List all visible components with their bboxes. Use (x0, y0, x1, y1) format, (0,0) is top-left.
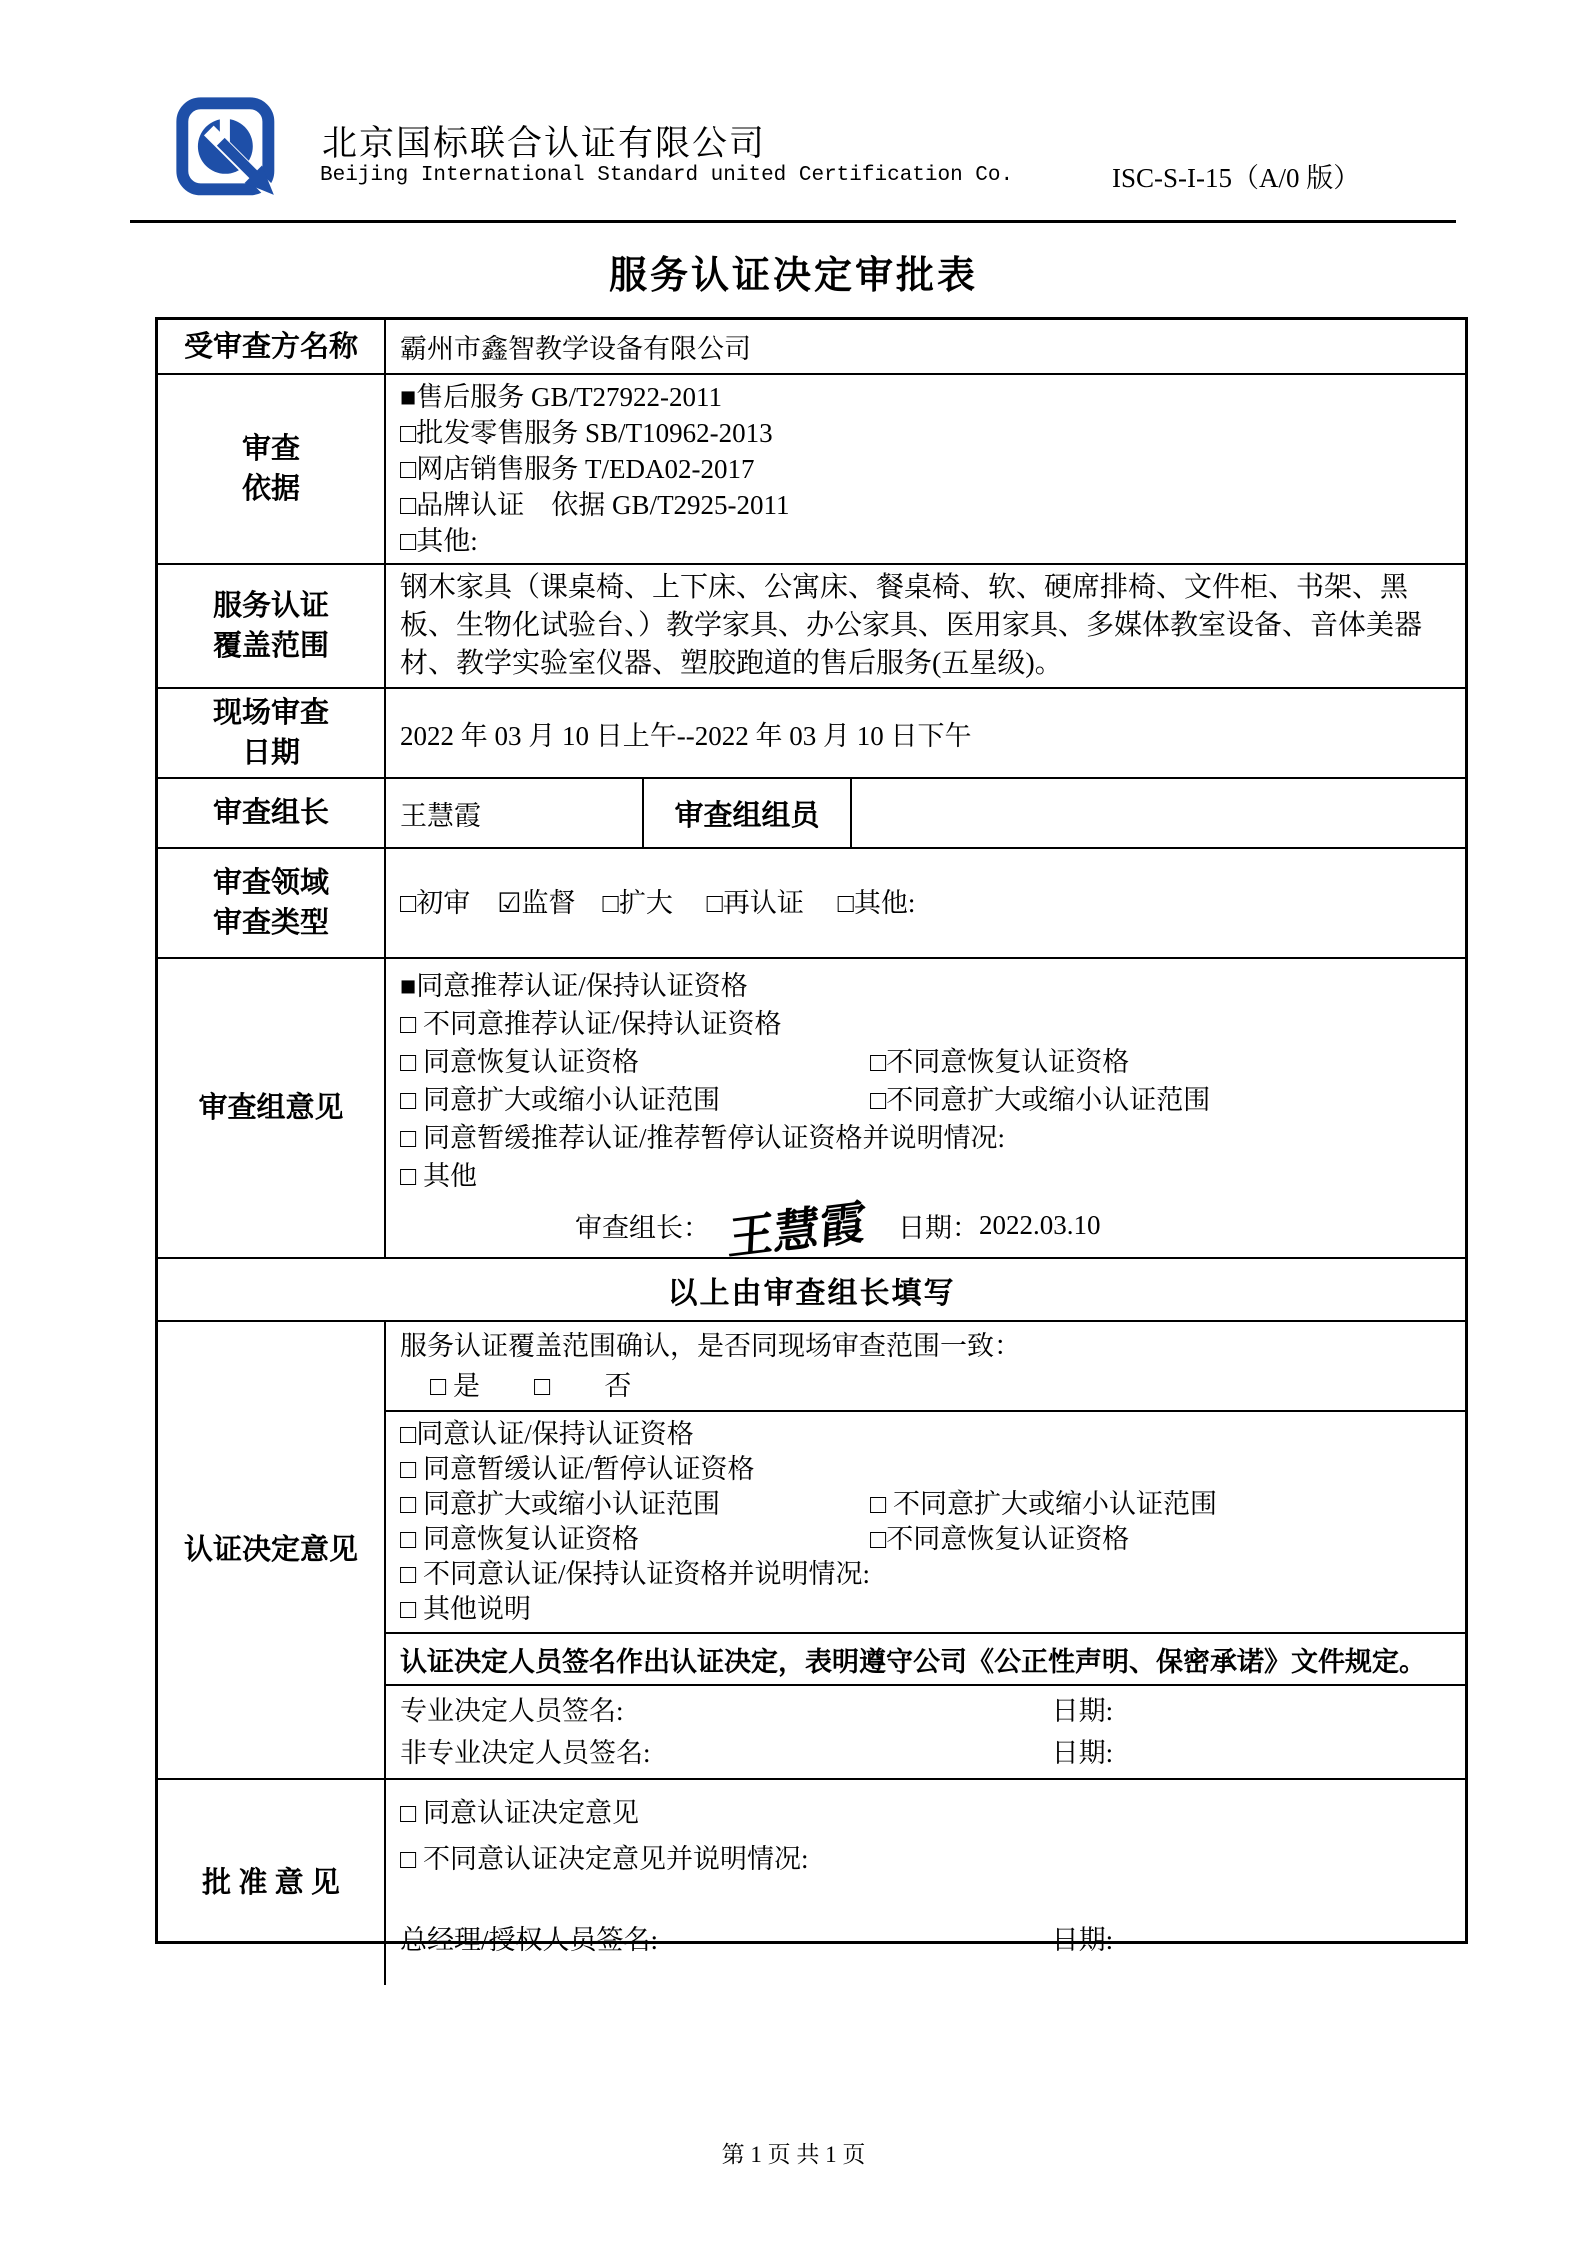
audit-date-label-line2: 日期 (241, 737, 300, 769)
team-leader-label: 审查组长 (158, 779, 386, 847)
decision-option: □不同意恢复认证资格 (870, 1524, 1130, 1554)
scope-value-text: 钢木家具（课桌椅、上下床、公寓床、餐桌椅、软、硬席排椅、文件柜、书架、黑板、生物化试验台、）教学家具、办公家具、医用家具、多媒体教室设备、音体美器材、教学实验室仪器、塑胶跑道的售后服务(五星级)。 (400, 572, 1423, 679)
row-decision (158, 1320, 1465, 1778)
decision-label: 认证决定意见 (158, 1322, 386, 1778)
opinion-option: □ 同意暂缓推荐认证/推荐暂停认证资格并说明情况: (400, 1123, 1006, 1153)
nonpro-decider-sign-label: 非专业决定人员签名: (400, 1738, 651, 1768)
decision-content (386, 1322, 1465, 1778)
row-auditee (158, 320, 1465, 373)
team-opinion-line (400, 1005, 1451, 1043)
audit-basis-label-line2: 依据 (241, 473, 300, 505)
decision-option: □ 同意暂缓认证/暂停认证资格 (400, 1454, 755, 1484)
scope-label (158, 565, 386, 687)
team-leader-value: 王慧霞 (386, 779, 644, 847)
team-opinion-line (400, 1043, 1451, 1081)
approval-content (386, 1780, 1465, 1985)
decision-line (400, 1417, 1451, 1452)
row-audit-date (158, 687, 1465, 777)
company-name-en: Beijing International Standard united Certification Co. (320, 164, 1014, 187)
decision-option: □ 不同意认证/保持认证资格并说明情况: (400, 1559, 871, 1589)
decision-scope-confirm (386, 1322, 1465, 1410)
decision-option (870, 1417, 1451, 1452)
decision-signatures (386, 1684, 1465, 1778)
team-opinion-line (400, 1157, 1451, 1195)
audit-date-value-text: 2022 年 03 月 10 日上午--2022 年 03 月 10 日下午 (400, 720, 972, 751)
scope-label-line1: 服务认证 (212, 590, 329, 622)
row-audit-type (158, 847, 1465, 957)
pro-decider-sign-label: 专业决定人员签名: (400, 1696, 624, 1726)
opinion-option: □不同意扩大或缩小认证范围 (870, 1085, 1211, 1115)
auditee-label: 受审查方名称 (158, 320, 386, 373)
approval-sign-row (400, 1918, 1451, 1957)
decision-option: □同意认证/保持认证资格 (400, 1419, 694, 1449)
decision-line (400, 1452, 1451, 1487)
decision-line (400, 1522, 1451, 1557)
audit-basis-options (386, 375, 1465, 563)
team-opinion-label: 审查组意见 (158, 959, 386, 1257)
row-team-leader (158, 777, 1465, 847)
team-members-value (852, 779, 1465, 847)
opinion-option: □ 不同意推荐认证/保持认证资格 (400, 1009, 782, 1039)
decision-statement (386, 1632, 1465, 1684)
approval-form-table (155, 317, 1468, 1955)
decision-line (400, 1557, 1451, 1592)
opinion-option (870, 1005, 1451, 1043)
row-scope (158, 563, 1465, 687)
filled-by-leader-note: 以上由审查组长填写 (667, 1276, 956, 1310)
scope-value (386, 565, 1465, 687)
team-members-label: 审查组组员 (644, 779, 852, 847)
scope-label-line2: 覆盖范围 (212, 630, 329, 662)
row-filled-by-leader (158, 1257, 1465, 1320)
opinion-option: □ 同意恢复认证资格 (400, 1047, 640, 1077)
basis-option: □其他: (400, 526, 478, 556)
scope-confirm-text: 服务认证覆盖范围确认，是否同现场审查范围一致： (400, 1331, 1021, 1361)
leader-signature: 王慧霞 (726, 1196, 867, 1265)
decision-line (400, 1487, 1451, 1522)
gm-sign-label: 总经理/授权人员签名: (400, 1925, 659, 1955)
nonpro-decider-date-label: 日期: (1051, 1738, 1114, 1768)
approval-option: □ 不同意认证决定意见并说明情况: (400, 1844, 809, 1874)
row-approval (158, 1778, 1465, 1985)
audit-date-label (158, 689, 386, 777)
audit-type-label-line2: 审查类型 (212, 907, 329, 939)
opinion-option: ■同意推荐认证/保持认证资格 (400, 971, 748, 1001)
team-opinion-line (400, 1119, 1451, 1157)
auditee-value (386, 320, 1465, 373)
opinion-option: □不同意恢复认证资格 (870, 1047, 1130, 1077)
team-opinion-content (386, 959, 1465, 1265)
decision-statement-text: 认证决定人员签名作出认证决定，表明遵守公司《公正性声明、保密承诺》文件规定。 (400, 1646, 1426, 1677)
decision-option (870, 1452, 1451, 1487)
basis-option: □网店销售服务 T/EDA02-2017 (400, 454, 755, 484)
auditee-value-text: 霸州市鑫智教学设备有限公司 (400, 334, 751, 364)
decision-options (386, 1410, 1465, 1632)
audit-type-label (158, 849, 386, 957)
opinion-option: □ 其他 (400, 1161, 478, 1191)
pro-decider-date-label: 日期: (1051, 1696, 1114, 1726)
basis-option: □批发零售服务 SB/T10962-2013 (400, 418, 773, 448)
page-number: 第 1 页 共 1 页 (721, 2142, 866, 2167)
audit-basis-label-line1: 审查 (241, 433, 300, 465)
audit-date-value (386, 689, 1465, 777)
scope-confirm-yesno: □ 是 □ 否 (430, 1371, 632, 1401)
approval-label: 批 准 意 见 (158, 1780, 386, 1985)
company-name-cn: 北京国标联合认证有限公司 (322, 124, 767, 163)
decision-option: □ 其他说明 (400, 1594, 532, 1624)
team-opinion-line (400, 967, 1451, 1005)
audit-type-label-line1: 审查领域 (212, 867, 329, 899)
decision-sign-row (400, 1732, 1451, 1774)
basis-option: □品牌认证 依据 GB/T2925-2011 (400, 490, 790, 520)
decision-sign-row (400, 1690, 1451, 1732)
audit-type-options-text: □初审 ☑监督 □扩大 □再认证 □其他: (400, 888, 916, 918)
team-opinion-line (400, 1081, 1451, 1119)
audit-type-options (386, 849, 1465, 957)
decision-option: □ 同意扩大或缩小认证范围 (400, 1489, 721, 1519)
opinion-option: □ 同意扩大或缩小认证范围 (400, 1085, 721, 1115)
row-audit-basis (158, 373, 1465, 563)
audit-date-label-line1: 现场审查 (212, 697, 329, 729)
sign-date-label: 日期： (898, 1212, 979, 1243)
doc-code: ISC-S-I-15（A/0 版） (1112, 163, 1361, 193)
decision-option: □ 同意恢复认证资格 (400, 1524, 640, 1554)
leader-sign-label: 审查组长： (575, 1212, 710, 1243)
audit-basis-label (158, 375, 386, 563)
decision-line (400, 1592, 1451, 1627)
team-opinion-sign-line (575, 1196, 1451, 1265)
decision-option: □ 不同意扩大或缩小认证范围 (870, 1489, 1218, 1519)
gm-date-label: 日期: (1051, 1925, 1114, 1955)
opinion-option (870, 967, 1451, 1005)
basis-option: ■售后服务 GB/T27922-2011 (400, 382, 723, 412)
page-title: 服务认证决定审批表 (608, 255, 978, 297)
sign-date-value: 2022.03.10 (979, 1209, 1101, 1240)
approval-option: □ 同意认证决定意见 (400, 1798, 640, 1828)
certification-mark-icon (175, 95, 283, 205)
row-team-opinion (158, 957, 1465, 1265)
header-divider (130, 220, 1456, 223)
